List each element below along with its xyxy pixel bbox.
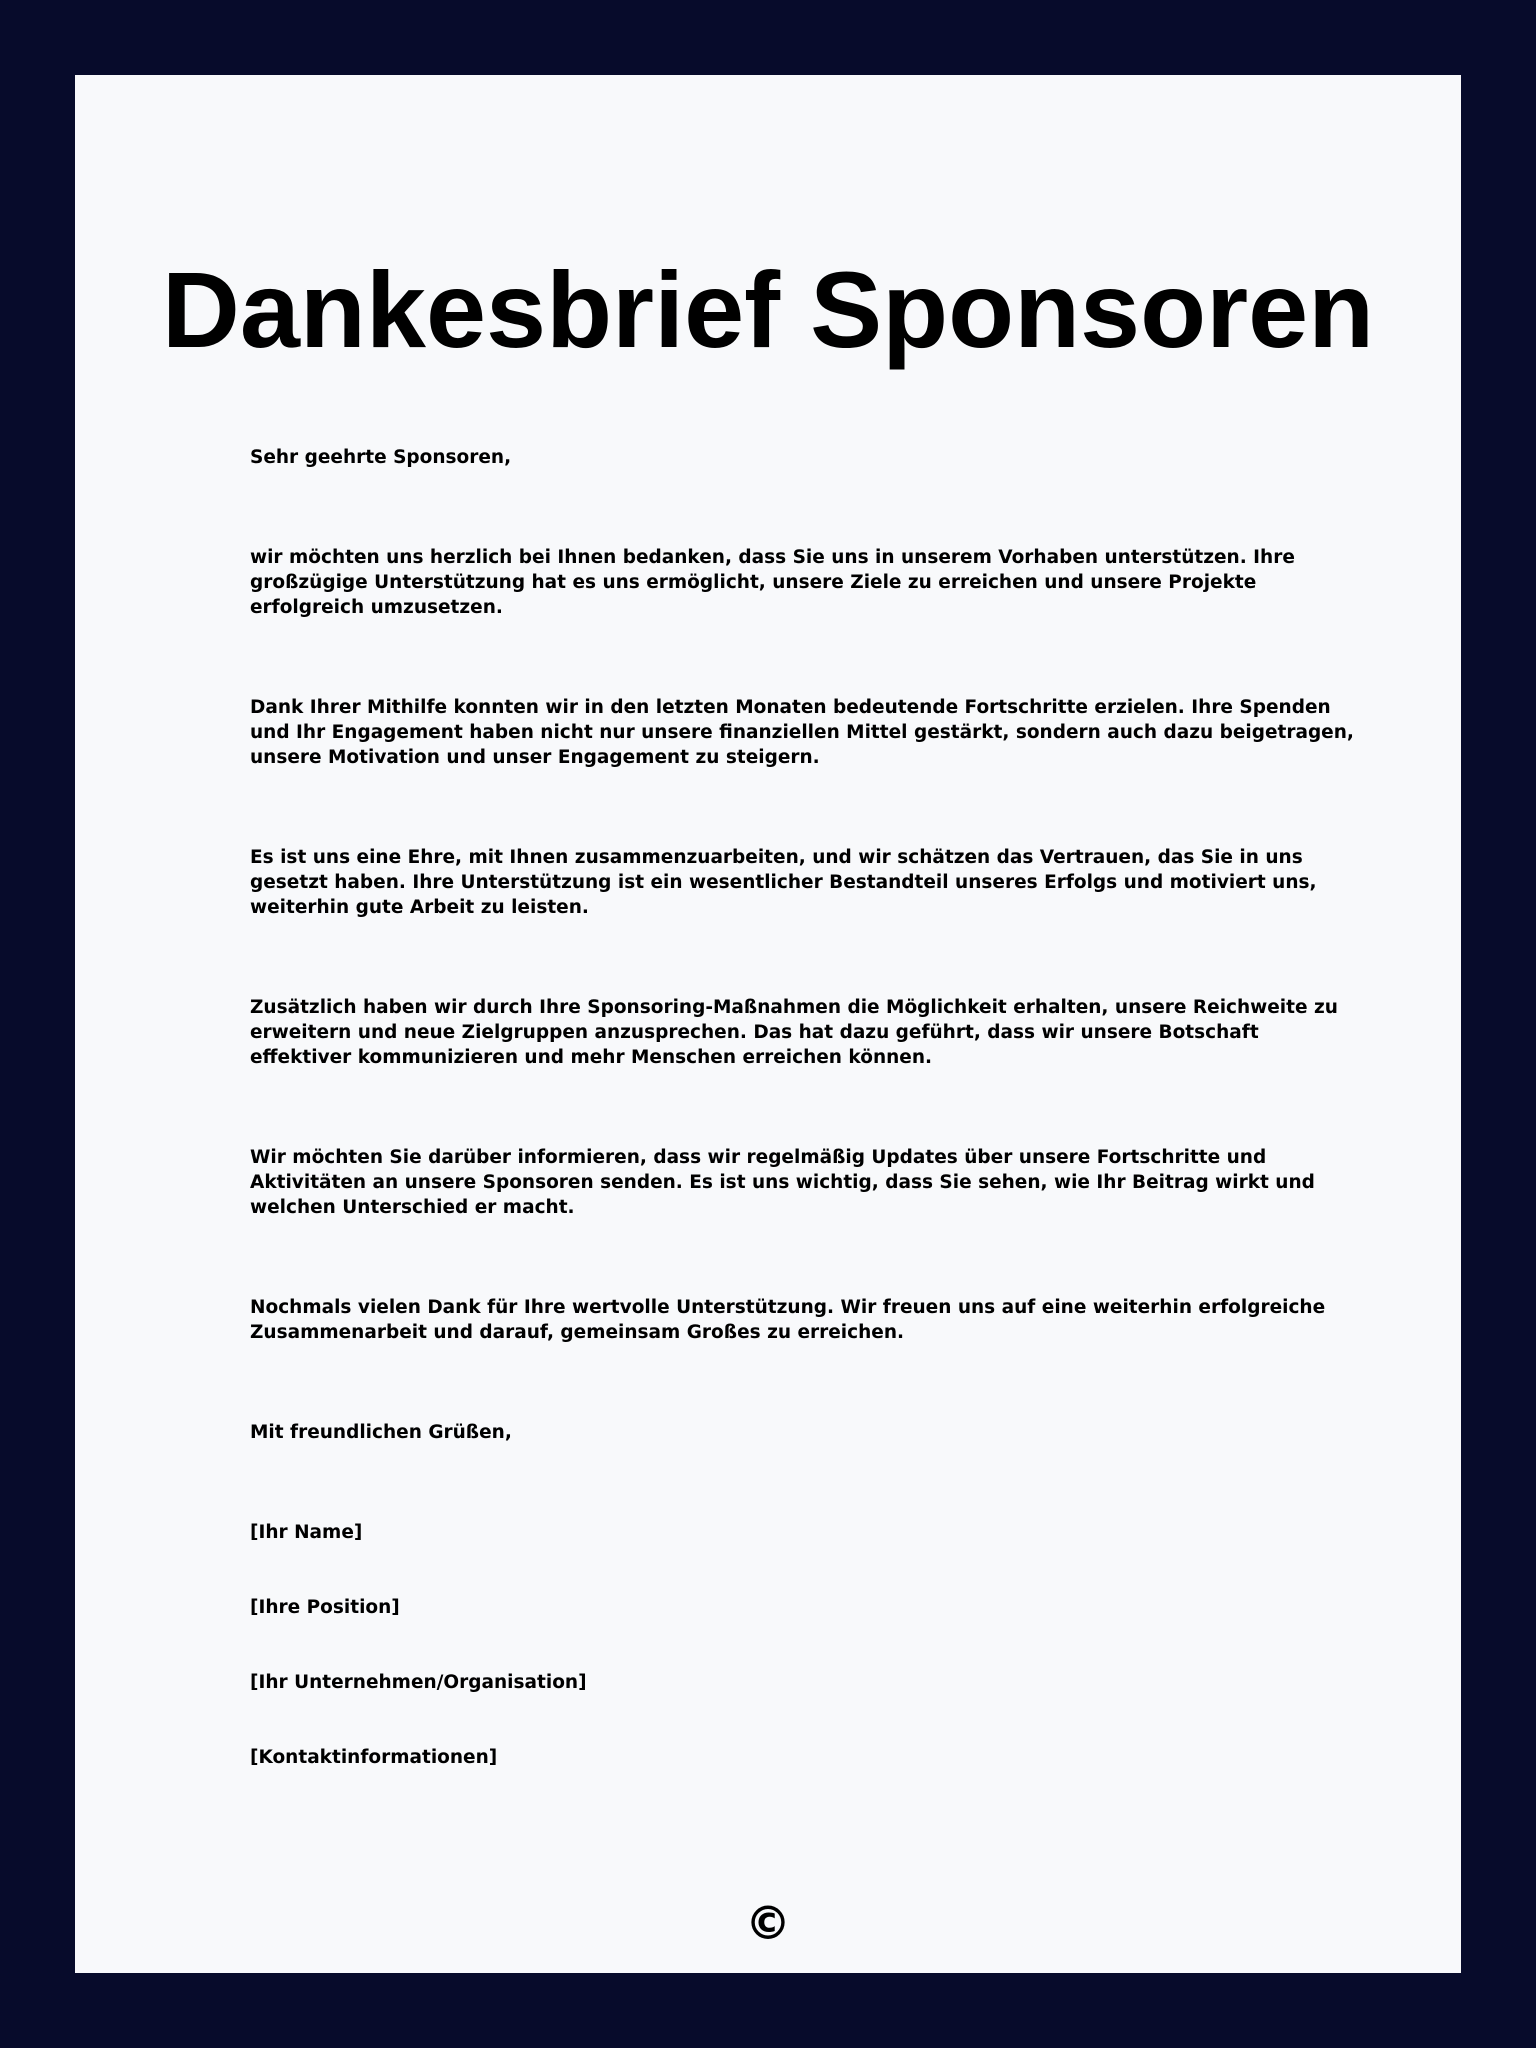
paragraph: Wir möchten Sie darüber informieren, dass wir regelmäßig Updates über unsere Fortschritte und Aktivitäten an unsere Sponsoren senden. Es ist uns wichtig, dass Sie sehen, wie Ihr Beitrag wirkt und welchen Unterschied er macht. xyxy=(250,1147,1315,1218)
signature-name: [Ihr Name] xyxy=(250,1522,363,1543)
signature-organization: [Ihr Unternehmen/Organisation] xyxy=(250,1672,587,1693)
letter-body xyxy=(250,445,1360,1820)
salutation: Sehr geehrte Sponsoren, xyxy=(250,447,512,468)
paragraph: wir möchten uns herzlich bei Ihnen bedanken, dass Sie uns in unserem Vorhaben unterstützen. Ihre großzügige Unterstützung hat es uns ermöglicht, unsere Ziele zu erreichen und unsere Projekte erfolgreich umzusetzen. xyxy=(250,547,1295,618)
paragraph: Nochmals vielen Dank für Ihre wertvolle Unterstützung. Wir freuen uns auf eine weiterhin erfolgreiche Zusammenarbeit und darauf, gemeinsam Großes zu erreichen. xyxy=(250,1297,1326,1343)
document-page xyxy=(75,75,1461,1973)
paragraph: Es ist uns eine Ehre, mit Ihnen zusammenzuarbeiten, und wir schätzen das Vertrauen, das Sie in uns gesetzt haben. Ihre Unterstützung ist ein wesentlicher Bestandteil unseres Erfolgs und motiviert uns, weiterhin gute Arbeit zu leisten. xyxy=(250,847,1317,918)
paragraph: Dank Ihrer Mithilfe konnten wir in den letzten Monaten bedeutende Fortschritte erzielen. Ihre Spenden und Ihr Engagement haben nicht nur unsere finanziellen Mittel gestärkt, sondern auch dazu beigetragen, unsere Motivation und unser Engagement zu steigern. xyxy=(250,697,1354,768)
copyright-icon: © xyxy=(745,1896,791,1950)
paragraph: Zusätzlich haben wir durch Ihre Sponsoring-Maßnahmen die Möglichkeit erhalten, unsere Reichweite zu erweitern und neue Zielgruppen anzusprechen. Das hat dazu geführt, dass wir unsere Botschaft effektiver kommunizieren und mehr Menschen erreichen können. xyxy=(250,997,1338,1068)
document-title: Dankesbrief Sponsoren xyxy=(161,249,1375,370)
signature-position: [Ihre Position] xyxy=(250,1597,400,1618)
closing-greeting: Mit freundlichen Grüßen, xyxy=(250,1422,512,1443)
signature-contact: [Kontaktinformationen] xyxy=(250,1747,498,1768)
